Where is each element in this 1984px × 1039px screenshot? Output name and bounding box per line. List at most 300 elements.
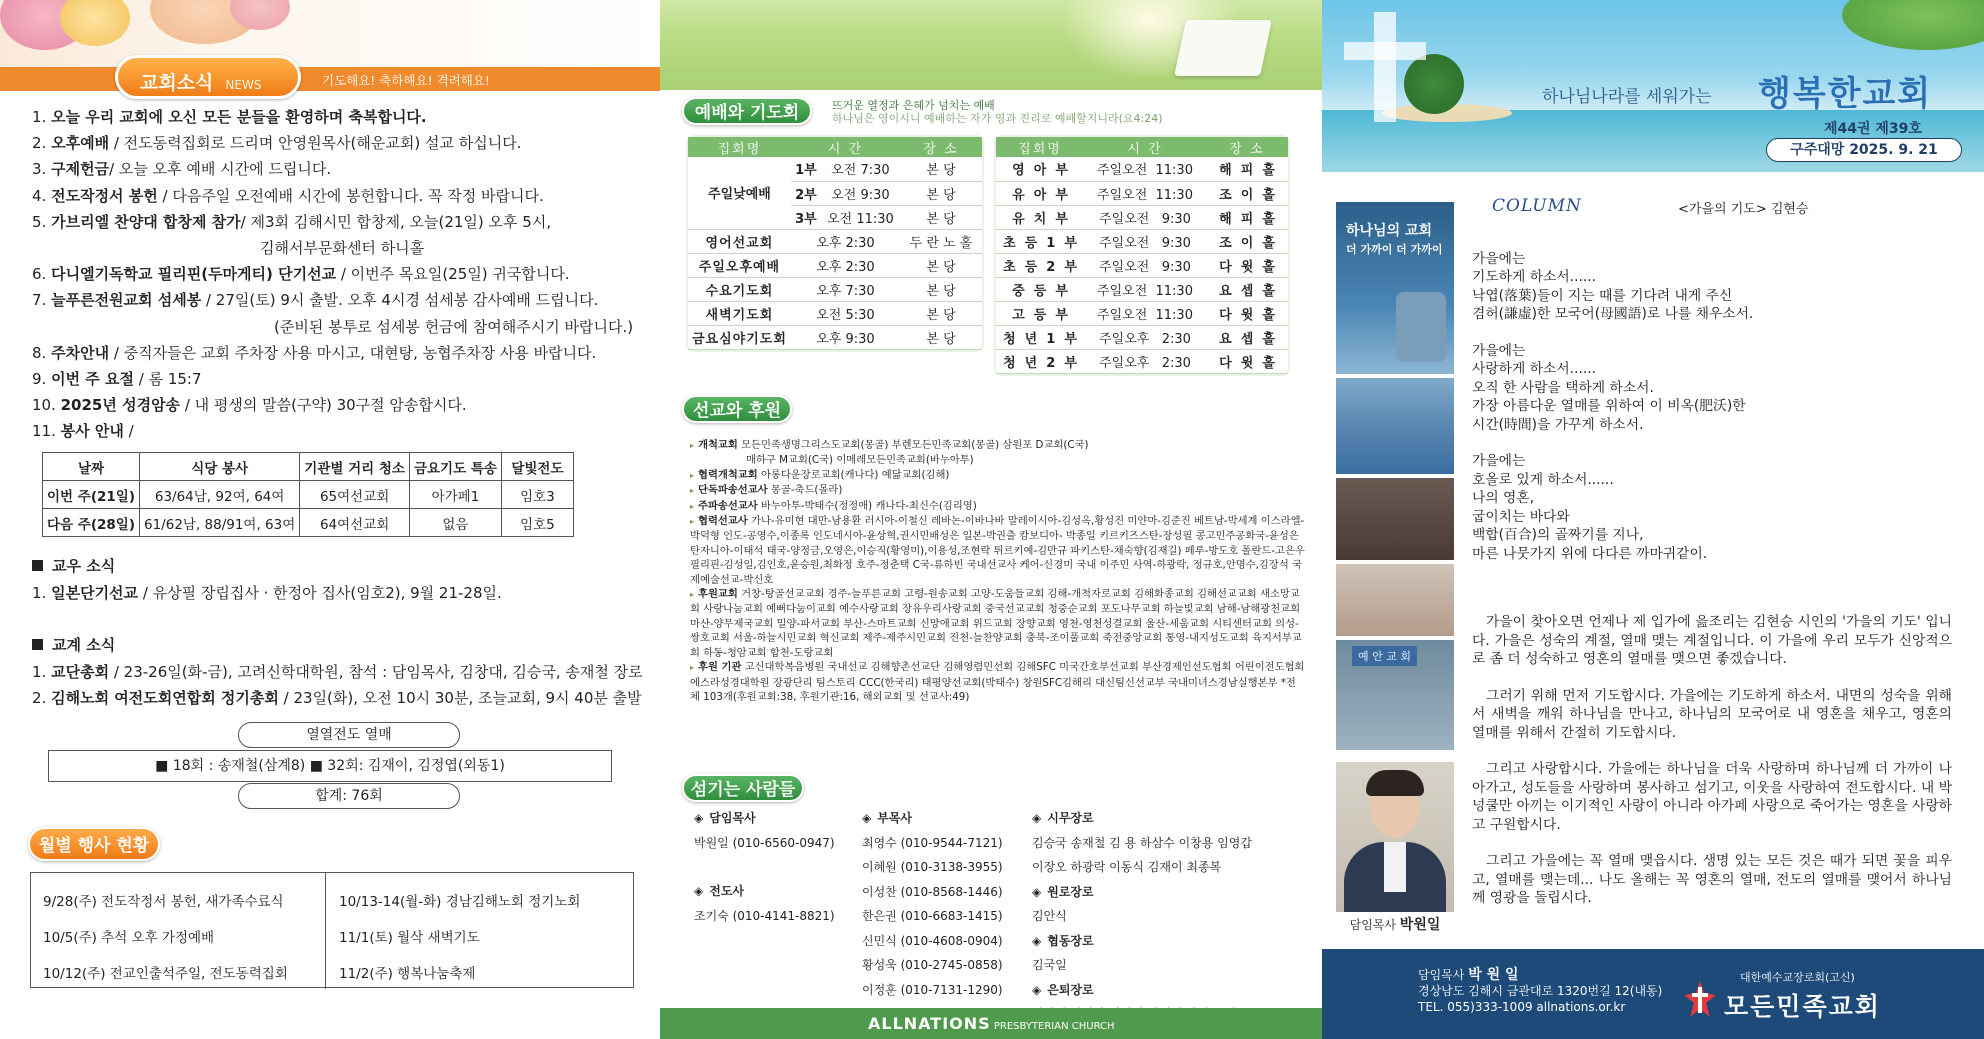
banner-photo-sub: 더 가까이 더 가까이 [1346,243,1443,256]
church-sign: 예 안 교 회 [1352,646,1417,666]
event-item: 9/28(주) 전도작정서 봉헌, 새가족수료식 [43,894,284,910]
servers-contact: 박원일 (010-6560-0947) [694,835,835,850]
schedule-place: 본 당 [900,301,982,325]
essay-paragraph: 가을이 찾아오면 언제나 제 입가에 읊조리는 김현승 시인의 '가을의 기도' 입니다. 가을은 성숙의 계절, 열매 맺는 계절입니다. 이 가을에 우리 모두가 신앙적으로 좀 더 성숙하고 영혼의 열매를 맺으면 좋겠습니다. [1472,614,1952,667]
mission-item [690,514,1305,587]
event-item: 11/1(토) 월삭 새벽기도 [339,930,480,946]
servers-role-label: 은퇴장로 [1047,982,1094,997]
mission-text: 거창-탕골선교교회 경주-늘푸른교회 고령-원송교회 고양-도움들교회 김해-개척자로교회 김해화종교회 김해선교교회 새소망교회 사랑나눔교회 예뻐다눔이교회 예수사랑교회 장유우리사랑교회 중국선교교회 청중순교회 포도나무교회 하늘빛교회 남해-남해광천교회 마산-양무제국교회 밀양-파서교회 부산-스마트교회 신망애교회 위드교회 장향교회 영천-영천성결교회 울산-세움교회 시티센터교회 의성-쌍호교회 서울-하늘시민교회 혁신교회 제주-제주시민교회 진천-늘찬양교회 충북-조이풀교회 죽전중앙교회 통영-내지성도교회 육지서부교회 하동-청암교회 합천-도랑교회 [690,588,1302,659]
mission-category: 협력선교사 [698,515,748,528]
table-row [43,481,574,509]
essay-paragraph: 그러기 위해 먼저 기도합시다. 가을에는 기도하게 하소서. 내면의 성숙을 위해서 새벽을 깨워 하나님을 만나고, 하나님의 모국어로 내 영혼을 채우고, 영혼의 열매를 위해서 간절히 기도합시다. [1472,687,1952,741]
staff-news-title: 교우 소식 [52,557,116,575]
church-news-text: / 23일(화), 오전 10시 30분, 조늘교회, 9시 40분 출발 [278,689,642,707]
mission-item [690,483,1305,498]
news-item-number: 1. [32,108,52,126]
church-news-item [32,687,642,708]
essay-paragraph: 그리고 사랑합시다. 가을에는 하나님을 더욱 사랑하며 하나님께 더 가까이 나아가고, 성도들을 사랑하며 봉사하고 섬기고, 이웃을 사랑하여 전도합시다. 내 박넝쿨만 아끼는 이기적인 사랑이 아니라 아가페 사랑으로 죽어가는 영혼을 사랑하고 구원합시다. [1472,761,1952,833]
church-sign-photo [1336,640,1454,750]
table-cell: 64여선교회 [300,509,410,537]
church-name: 모든민족교회 [1724,992,1881,1021]
hair-shape [1366,770,1424,796]
table-cell: 없음 [409,509,501,537]
banner-photo-title: 하나님의 교회 [1346,223,1433,239]
mission-category: 단독파송선교사 [698,484,768,497]
pastor-role: 담임목사 [1349,918,1400,932]
mission-text: 모든민족생명그리스도교회(몽골) 부렌모든민족교회(몽골) 삼원포 D교회(C국) [737,439,1089,451]
schedule-place: 본 당 [900,181,982,205]
mission-item [690,468,1305,483]
issue-volume: 제44권 제39호 [1824,121,1922,137]
schedule-row [688,301,982,325]
schedule-row [996,157,1288,181]
servers-role [1032,806,1260,831]
schedule-time: 주일오후 2:30 [1084,325,1206,349]
masthead-slogan: 하나님나라를 세워가는 [1542,87,1712,107]
event-banner-photo [1336,202,1454,374]
column-heading: <가을의 기도> 김현승 [1678,202,1809,217]
servers-role-label: 원로장로 [1047,884,1094,899]
schedule-row [996,349,1288,373]
schedule-time: 오전 9:30 [821,181,900,205]
schedule-row [688,229,982,253]
arrow-bullet-icon: ▸ [690,470,695,480]
schedule-place: 본 당 [900,205,982,229]
servers-role [1032,978,1260,1003]
poem-text: 가을에는 기도하게 하소서...... 낙엽(落葉)들이 지는 때를 기다려 내게 주신 겸허(謙虛)한 모국어(母國語)로 나를 채우소서. 가을에는 사랑하게 하소서...... 오직 한 사람을 택하게 하소서. 가장 아름다운 열매를 위하여 이 비옥(肥沃)한 시간(時間)을 가꾸게 하소서. 가을에는 호올로 있게 하소서...... 나의 영혼, 굽이치는 바다와 백합(百合)의 골짜기를 지나, 마른 나뭇가지 위에 다다른 까마귀같이. [1472,251,1754,562]
news-list [32,104,642,445]
schedule-place: 다 윗 홀 [1206,253,1288,277]
square-bullet-icon [32,639,43,650]
servers-role-label: 전도사 [709,884,745,898]
group-photo [1336,564,1454,636]
news-item-text: / 이번주 목요일(25일) 귀국합니다. [336,265,570,284]
col-header: 집회명 [688,137,791,157]
mission-category: 후원교회 [698,588,738,601]
schedule-place: 본 당 [900,277,982,301]
schedule-name: 수요기도회 [688,277,791,301]
diamond-bullet-icon: ◈ [1032,884,1042,899]
table-row [43,509,574,537]
news-item-title: 다니엘기독학교 필리핀(두마게티) 단기선교 [51,265,337,284]
news-item-title: 오후예배 [51,134,110,153]
news-item-title: 늘푸른전원교회 섬세봉 [51,291,202,310]
diamond-bullet-icon: ◈ [694,884,704,898]
schedule-time: 주일오전 11:30 [1084,181,1206,205]
schedule-name: 유 치 부 [996,205,1084,229]
person-silhouette [1396,292,1446,362]
news-item-title: 구제헌금 [51,160,110,179]
news-tab-sub: NEWS [225,78,262,92]
congregation-photo [1336,478,1454,560]
news-item-number: 7. [32,291,52,310]
servers-contact: 한은권 (010-6683-1415) [862,909,1003,923]
servers-role [694,879,835,904]
col-header: 시 간 [791,137,900,157]
essay-paragraph: 그리고 가을에는 꼭 열매 맺읍시다. 생명 있는 모든 것은 때가 되면 꽃을 피우고, 열매를 맺는데... 나도 올해는 꼭 영혼의 열매, 전도의 열매를 맺어서 하나님께 영광을 돌립시다. [1472,853,1952,906]
evangelism-detail: ■ 18회 : 송재철(삼계8) ■ 32회: 김재이, 김정엽(외동1) [48,750,612,782]
arrow-bullet-icon: ▸ [690,517,695,527]
schedule-name: 영 아 부 [996,157,1084,181]
news-item-number: 5. [32,212,52,231]
servers-contact: 이성찬 (010-8568-1446) [862,884,1003,899]
worship-tab: 예배와 기도회 [682,97,812,125]
servers-contact: 김국일 [1032,958,1067,972]
news-item-number: 8. [32,343,52,362]
schedule-time: 오후 7:30 [791,277,900,301]
monthly-events-box [30,872,634,988]
news-item [32,261,642,287]
pool-event-photo [1336,378,1454,474]
diamond-bullet-icon: ◈ [694,811,704,825]
news-item-text: / 27일(토) 9시 출발. 오후 4시경 섬세봉 감사예배 드립니다. [201,291,599,310]
schedule-part: 2부 [791,181,821,205]
news-item [32,156,642,182]
news-item-number: 9. [32,370,52,389]
table-header: 금요기도 특송 [409,453,501,481]
schedule-place: 본 당 [900,253,982,277]
news-item-title: 전도작정서 봉헌 [51,186,158,205]
news-item-text: / [123,422,134,441]
mission-item [690,499,1305,514]
servers-col-2 [862,806,1003,1002]
mission-category: 개척교회 [698,439,738,451]
table-cell: 63/64남, 92여, 64여 [140,481,300,509]
column-page [1322,0,1984,1039]
mission-text: 몽골-축드(몰라) [767,484,843,497]
column-essay [1472,613,1952,926]
footer-brand-sub: PRESBYTERIAN CHURCH [990,1021,1115,1032]
table-cell: 65여선교회 [300,481,410,509]
table-cell: 임호3 [501,481,573,509]
schedule-time: 주일오전 9:30 [1084,229,1206,253]
servers-contact: 김승국 송재철 김 용 하삼수 이창용 임영갑 [1032,835,1252,850]
footer-brand: ALLNATIONS [868,1014,991,1033]
event-item: 11/2(주) 행복나눔축제 [339,966,476,982]
open-book-icon [1174,20,1272,76]
church-logo: 행복한교회 [1758,74,1933,114]
mission-item [690,587,1305,660]
missions-tab: 선교와 후원 [682,395,792,423]
table-header: 달빛전도 [501,453,573,481]
servers-tab: 섬기는 사람들 [682,774,804,802]
arrow-bullet-icon: ▸ [690,501,695,511]
news-item [32,183,642,209]
servers-col-1 [694,806,835,928]
church-news-title: 교단총회 [51,663,110,681]
servers-contact: 이혜원 (010-3138-3955) [862,860,1003,874]
schedule-time: 오전 5:30 [791,301,900,325]
diamond-bullet-icon: ◈ [1032,811,1042,825]
schedule-row [688,325,982,349]
schedule-time: 오후 2:30 [791,253,900,277]
church-address: 경상남도 김해시 금관대로 1320번길 12(내동) [1418,984,1663,998]
mission-text: 바누아투-박태수(정정애) 캐나다-최신수(김리영) [757,499,977,512]
servers-role-label: 시무장로 [1047,811,1094,825]
footer-pastor-name: 박 원 일 [1468,967,1519,983]
evangelism-total: 합계: 76회 [238,783,460,809]
news-item-title: 오늘 우리 교회에 오신 모든 분들을 환영하며 축복합니다. [51,108,427,126]
mission-text: 가나-유미현 대만-남용환 러시아-이철신 레바논-이바나바 말레이시아-김성옥,황성진 미얀마-김준진 베트남-박세계 이스라엘-박덕형 인도-공영수,이종록 인도네시아-윤상혁,권시민배성은 일본-박권출 캄보디아- 박종일 키르키즈스탄-장성필 콩고민주공화국-윤성은 탄자니아-이태석 태국-양정금,오영은,이승직(황영미),이용성,조현락 튀르키예-김만규 파키스탄-채숙향(김재길) 페루-방도호 폴란드-고은우 필리핀-김성일,김인호,윤승원,최화정 호주-정춘택 C국-류하빈 국내선교사 케어-신경미 국내 이주민 사역-하광락, 정규호,안명수,김장석 국제예술선교-박신호 [690,515,1305,586]
allnations-footer [660,1008,1322,1039]
servers-role [862,806,1003,831]
staff-text: 1. [32,584,52,602]
schedule-time: 오전 11:30 [821,205,900,229]
beach-banner [1322,0,1984,172]
news-item [32,104,642,130]
table-header: 기관별 거리 청소 [300,453,410,481]
servers-contact: 황성욱 (010-2745-0858) [862,958,1003,972]
news-item-text: / 제3회 김해시민 합창제, 오늘(21일) 오후 5시, [240,212,552,231]
staff-title: 일본단기선교 [51,584,139,602]
denomination: 대한예수교장로회(고신) [1740,971,1855,984]
news-item-text: / 다음주일 오전예배 시간에 봉헌합니다. 꼭 작정 바랍니다. [157,186,544,205]
staff-news-heading [32,555,115,576]
footer-pastor-label: 담임목사 [1418,968,1469,982]
schedule-time: 오후 2:30 [791,229,900,253]
news-page [0,0,660,1039]
event-item: 10/5(주) 추석 오후 가정예배 [43,930,215,946]
diamond-bullet-icon: ◈ [862,811,872,825]
church-news-number: 1. [32,663,52,681]
meadow-banner [660,0,1322,90]
schedule-row [996,277,1288,301]
servers-role-label: 담임목사 [709,811,756,825]
schedule-place: 조 이 홀 [1206,181,1288,205]
schedule-name: 새벽기도회 [688,301,791,325]
schedule-name: 주일오후예배 [688,253,791,277]
schedule-time: 주일오전 11:30 [1084,277,1206,301]
diamond-bullet-icon: ◈ [1032,982,1042,997]
servers-role-label: 부목사 [877,811,913,825]
main-schedule [686,135,984,352]
news-item [32,366,642,392]
mission-text: 고신대학복음병원 국내선교 김해향촌선교단 김해영렴민선회 김해SFC 미국간호부선교회 부산경제인선도협회 어린이전도협회 에스라성경대학원 장광단리 팀스토리 CCC(한국리) 태평양선교회(박태수) 창원SFC김해리 대신팀신선교부 국내미녀스경남실행본부 *전체 103개(후원교회:38, 후원기관:16, 해외교회 및 선교사:49) [690,661,1305,703]
schedule-row [996,325,1288,349]
news-item-number: 10. [32,396,61,415]
table-cell: 다음 주(28일) [43,509,140,537]
mission-item [690,438,1305,453]
news-tab-title: 교회소식 [140,72,214,94]
mission-text: 아롱다운장로교회(캐나다) 예닮교회(김해) [757,468,950,481]
news-item-text: / 전도동력집회로 드리며 안영원목사(해운교회) 설교 하십니다. [109,134,522,153]
servers-role [694,806,835,831]
worship-page [660,0,1322,1039]
table-cell: 임호5 [501,509,573,537]
evangelism-title: 열열전도 열매 [238,722,460,748]
news-item-title: 2025년 성경암송 [60,396,181,415]
col-header: 장 소 [900,137,982,157]
schedule-place: 요 셉 홀 [1206,277,1288,301]
news-item-number: 6. [32,265,52,284]
church-footer [1322,949,1984,1039]
news-item [32,392,642,418]
schedule-name: 중 등 부 [996,277,1084,301]
schedule-place: 본 당 [900,325,982,349]
schedule-row [996,181,1288,205]
shirt-shape [1384,842,1406,892]
church-news-heading [32,634,115,655]
col-header: 장 소 [1206,137,1288,157]
event-item: 10/13-14(월-화) 경남김해노회 정기노회 [339,894,581,910]
pastor-caption [1336,914,1454,934]
schedule-row [996,301,1288,325]
col-header: 시 간 [1084,137,1206,157]
worship-subtitle [832,99,1163,125]
worship-sub2: 하나님은 영이시니 예배하는 자가 영과 진리로 예배할지니라(요4:24) [832,112,1163,125]
table-header: 식당 봉사 [140,453,300,481]
church-phone: TEL. 055)333-1009 allnations.or.kr [1418,1000,1626,1014]
mission-category: 주파송선교사 [698,499,758,512]
church-news-number: 2. [32,689,52,707]
servers-contact: 신민식 (010-4608-0904) [862,933,1003,948]
schedule-place: 해 피 홀 [1206,205,1288,229]
service-table [42,452,574,537]
schedule-name: 청 년 1 부 [996,325,1084,349]
mission-text: 매하구 M교회(C국) 이메레모든민족교회(바누아투) [746,454,974,467]
arrow-bullet-icon: ▸ [690,663,695,673]
schedule-row [688,157,982,181]
news-item-number: 2. [32,134,52,153]
schedule-time: 오전 7:30 [821,157,900,181]
palm-tree-image [1404,54,1464,114]
news-item [32,287,642,313]
schedule-row [688,277,982,301]
news-item-title: 주차안내 [51,343,110,362]
servers-role-label: 협동장로 [1047,933,1094,948]
missions-list [690,438,1305,704]
schedule-row [996,253,1288,277]
schedule-name: 영어선교회 [688,229,791,253]
church-news-title: 김해노회 여전도회연합회 정기총회 [51,689,279,707]
news-item-number: 11. [32,422,61,441]
banner-photo-text [1346,222,1443,259]
staff-text: / 유상필 장립집사 · 한정아 집사(임호2), 9월 21-28일. [138,584,502,602]
issue-date: 구주대망 2025. 9. 21 [1766,138,1962,162]
servers-contact: 최영수 (010-9544-7121) [862,835,1003,850]
news-item-text: (준비된 봉투로 섬세봉 헌금에 참여해주시기 바랍니다.) [274,317,634,336]
schedule-name: 유 아 부 [996,181,1084,205]
news-item [32,418,642,444]
event-item: 10/12(주) 전교인출석주일, 전도동력집회 [43,966,288,982]
diamond-bullet-icon: ◈ [1032,933,1042,948]
schedule-row [996,205,1288,229]
schedule-row [996,229,1288,253]
table-cell: 이번 주(21일) [43,481,140,509]
news-item-number: 4. [32,186,52,205]
schedule-time: 오후 9:30 [791,325,900,349]
schedule-place: 두 란 노 홀 [900,229,982,253]
arrow-bullet-icon: ▸ [690,441,695,450]
pastor-name: 박원일 [1399,917,1441,933]
cross-icon [1344,42,1426,60]
news-item [32,235,642,261]
schedule-place: 본 당 [900,157,982,181]
schedule-part: 1부 [791,157,821,181]
schedule-name: 청 년 2 부 [996,349,1084,373]
schedule-place: 다 윗 홀 [1206,301,1288,325]
news-item [32,340,642,366]
cross-icon [1374,12,1396,122]
mission-category: 협력개척교회 [698,468,758,481]
church-news-item [32,661,643,682]
schedule-time: 주일오전 11:30 [1084,157,1206,181]
church-contact [1418,967,1662,1015]
servers-role [1032,929,1260,954]
news-item [32,209,642,235]
worship-sub1: 뜨거운 열정과 은혜가 넘치는 예배 [832,99,995,112]
servers-contact: 이장오 하광락 이동식 김재이 최종복 [1032,860,1222,874]
news-item-text: / 내 평생의 말씀(구약) 30구절 암송합시다. [180,396,467,415]
schedule-place: 다 윗 홀 [1206,349,1288,373]
schedule-time: 주일오전 11:30 [1084,301,1206,325]
servers-role [1032,880,1260,905]
schedule-time: 주일오전 9:30 [1084,253,1206,277]
servers-col-3 [1032,806,1260,1027]
servers-contact: 김안식 [1032,909,1067,923]
col-header: 집회명 [996,137,1084,157]
church-news-text: / 23-26일(화-금), 고려신학대학원, 참석 : 담임목사, 김창대, 김승국, 송재철 장로 [109,663,643,681]
mission-category: 후원 기관 [698,661,742,674]
news-item-title: 가브리엘 찬양대 합창제 참가 [51,212,241,231]
church-news-title: 교계 소식 [52,636,116,654]
schedule-place: 해 피 홀 [1206,157,1288,181]
pastor-photo [1336,762,1454,912]
news-item-text: / 롬 15:7 [134,370,202,389]
dept-schedule [994,135,1290,376]
schedule-name: 주일낮예배 [688,157,791,229]
mission-item [690,660,1305,704]
news-slogan: 기도해요! 축하해요! 격려해요! [322,73,490,88]
news-item-number: 3. [32,160,52,179]
staff-news-line [32,582,502,603]
news-item-text: / 중직자들은 교회 주차장 사용 마시고, 대현탕, 농협주차장 사용 바랍니다. [109,343,597,362]
column-title: COLUMN [1492,196,1582,216]
spacer [694,855,835,879]
schedule-name: 고 등 부 [996,301,1084,325]
news-tab [115,55,301,99]
servers-contact: 이정훈 (010-7131-1290) [862,982,1003,997]
schedule-time: 주일오후 2:30 [1084,349,1206,373]
table-cell: 61/62남, 88/91여, 63여 [140,509,300,537]
schedule-row [688,253,982,277]
square-bullet-icon [32,560,43,571]
leaves-image [1842,0,1984,50]
schedule-time: 주일오전 9:30 [1084,205,1206,229]
mission-item [690,453,1305,467]
schedule-part: 3부 [791,205,821,229]
servers-contact: 조기숙 (010-4141-8821) [694,908,835,923]
news-item-text: 김해서부문화센터 하니홀 [260,239,425,258]
schedule-place: 조 이 홀 [1206,229,1288,253]
news-item [32,130,642,156]
arrow-bullet-icon: ▸ [690,590,695,600]
table-cell: 아가페1 [409,481,501,509]
news-item [32,314,642,340]
monthly-events-tab: 월별 행사 현황 [28,827,160,861]
schedule-place: 요 셉 홀 [1206,325,1288,349]
church-emblem-icon [1682,979,1718,1019]
arrow-bullet-icon: ▸ [690,486,695,496]
schedule-name: 초 등 1 부 [996,229,1084,253]
news-item-title: 이번 주 요절 [51,370,134,389]
divider [325,873,326,989]
news-item-text: / 오늘 오후 예배 시간에 드립니다. [109,160,332,179]
schedule-name: 초 등 2 부 [996,253,1084,277]
schedule-name: 금요심야기도회 [688,325,791,349]
table-header: 날짜 [43,453,140,481]
news-item-title: 봉사 안내 [60,422,124,441]
